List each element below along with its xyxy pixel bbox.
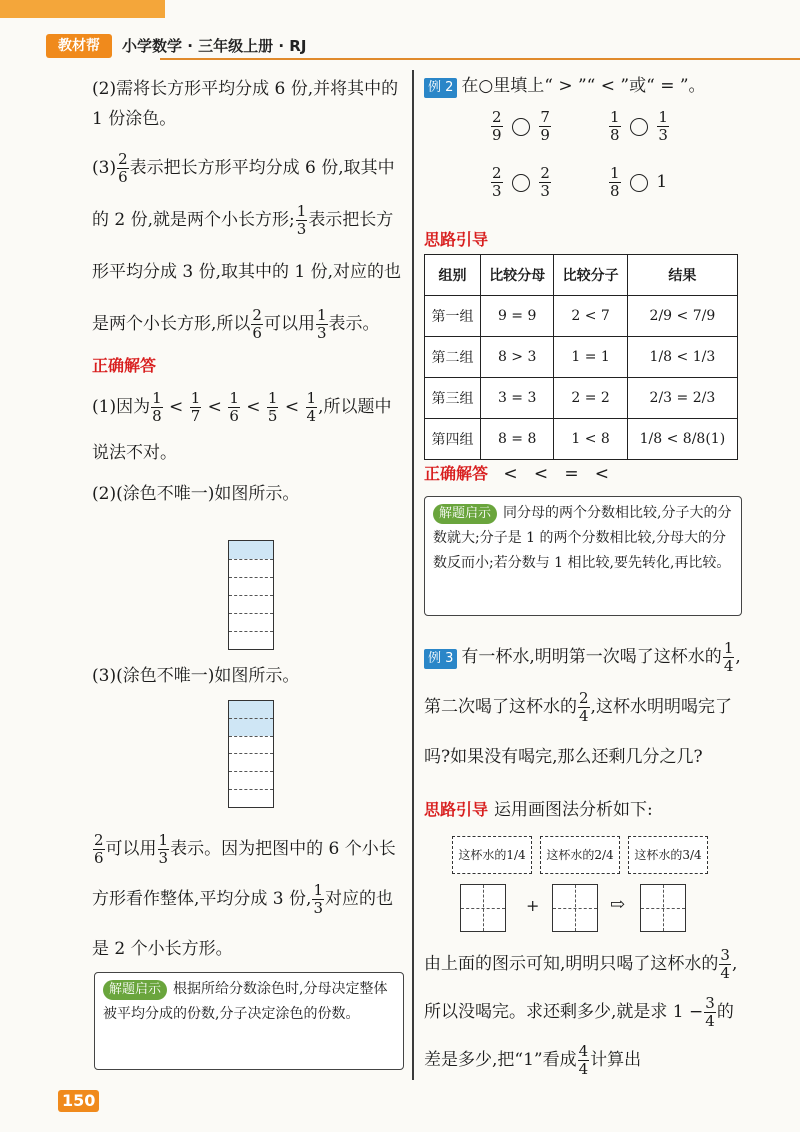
answer-1: (1)因为 $\frac{1}{8}$ < $\frac{1}{7}$ < $\frac{1}{6}$ < $\frac{1}{5}$ < $\frac{1}{4}$ ,所以题中说法不对。 bbox=[92, 389, 392, 463]
cup-square-1 bbox=[460, 884, 506, 932]
comparison-item: $\frac{1}{8}$ 1 bbox=[610, 164, 668, 200]
cup-square-2 bbox=[552, 884, 598, 932]
column-divider bbox=[412, 70, 414, 1080]
right-correct-answer: 正确解答 < < = < bbox=[424, 464, 610, 484]
comparison-item: $\frac{1}{8}$ $\frac{1}{3}$ bbox=[610, 108, 668, 144]
brand-badge: 教材帮 bbox=[46, 34, 112, 58]
table-row bbox=[425, 296, 738, 337]
table-cell: 1 = 1 bbox=[554, 337, 627, 378]
table-body bbox=[425, 296, 738, 460]
blank-circle[interactable] bbox=[512, 118, 530, 136]
table-cell: 第三组 bbox=[425, 378, 481, 419]
table-cell: 8 = 8 bbox=[480, 419, 553, 460]
tip-label: 解题启示 bbox=[103, 980, 167, 1000]
page-footer bbox=[58, 1090, 99, 1112]
arrow-icon: ⇨ bbox=[610, 894, 626, 915]
example-3-tag: 例 3 bbox=[424, 649, 457, 669]
table-row bbox=[425, 337, 738, 378]
blank-circle[interactable] bbox=[630, 174, 648, 192]
table-cell: 2/3 = 2/3 bbox=[627, 378, 737, 419]
table-cell: 2 = 2 bbox=[554, 378, 627, 419]
table-header bbox=[425, 255, 738, 296]
label-box-2-4: 这杯水的2/4 bbox=[540, 836, 620, 874]
header-rule bbox=[160, 58, 800, 60]
hint-heading: 思路引导 bbox=[424, 230, 489, 249]
example-2-prompt: 例 2 在○里填上“ > ”“ < ”或“ = ”。 bbox=[424, 72, 750, 100]
fraction-2-6: $\frac{2}{6}$ bbox=[252, 306, 262, 342]
fraction-1-3: $\frac{1}{3}$ bbox=[316, 306, 327, 342]
comparison-item: $\frac{2}{3}$ $\frac{2}{3}$ bbox=[492, 164, 550, 200]
blank-circle[interactable] bbox=[512, 174, 530, 192]
tip-label: 解题启示 bbox=[433, 504, 497, 524]
label-box-3-4: 这杯水的3/4 bbox=[628, 836, 708, 874]
comparison-table bbox=[424, 254, 738, 460]
table-cell: 1 < 8 bbox=[554, 419, 627, 460]
tip-box-left: 解题启示 根据所给分数涂色时,分母决定整体被平均分成的份数,分子决定涂色的份数。 bbox=[94, 972, 404, 1070]
fraction-2-6: $\frac{2}{6}$ bbox=[118, 150, 128, 186]
comparison-item: $\frac{2}{9}$ $\frac{7}{9}$ bbox=[492, 108, 550, 144]
table-cell: 9 = 9 bbox=[480, 296, 553, 337]
table-cell: 3 = 3 bbox=[480, 378, 553, 419]
shaded-part bbox=[229, 541, 273, 559]
table-cell: 第二组 bbox=[425, 337, 481, 378]
page-number: 150 bbox=[58, 1090, 99, 1112]
table-row bbox=[425, 419, 738, 460]
table-cell: 2/9 < 7/9 bbox=[627, 296, 737, 337]
table-header-cell: 比较分母 bbox=[480, 255, 553, 296]
answer-3: (3)(涂色不唯一)如图所示。 bbox=[92, 666, 300, 686]
correct-answer-heading: 正确解答 bbox=[92, 356, 157, 375]
header-accent-bar bbox=[0, 0, 165, 18]
fraction-1-3: $\frac{1}{3}$ bbox=[296, 202, 307, 238]
table-cell: 第一组 bbox=[425, 296, 481, 337]
table-cell: 8 > 3 bbox=[480, 337, 553, 378]
example-3-prompt: 例 3 有一杯水,明明第一次喝了这杯水的 $\frac{1}{4}$ ,第二次喝了这杯水的 $\frac{2}{4}$ ,这杯水明明喝完了吗?如果没有喝完,那么还剩几分之几? bbox=[424, 639, 741, 767]
plus-sign: + bbox=[526, 896, 540, 915]
table-cell: 第四组 bbox=[425, 419, 481, 460]
table-header-cell: 组别 bbox=[425, 255, 481, 296]
table-cell: 2 < 7 bbox=[554, 296, 627, 337]
answer-2: (2)(涂色不唯一)如图所示。 bbox=[92, 484, 300, 504]
table-cell: 1/8 < 1/3 bbox=[627, 337, 737, 378]
tip-box-right: 解题启示 同分母的两个分数相比较,分子大的分数就大;分子是 1 的两个分数相比较,分母大的分数反而小;若分数与 1 相比较,要先转化,再比较。 bbox=[424, 496, 742, 616]
hint-2: 思路引导 运用画图法分析如下: bbox=[424, 800, 653, 820]
example-2-tag: 例 2 bbox=[424, 78, 457, 98]
label-box-1-4: 这杯水的1/4 bbox=[452, 836, 532, 874]
left-column bbox=[92, 74, 404, 508]
book-title: 小学数学 · 三年级上册 · RJ bbox=[122, 37, 307, 55]
figure-rect-2 bbox=[228, 700, 274, 808]
para-3: (3) $\frac{2}{6}$ 表示把长方形平均分成 6 份,取其中的 2 份,就是两个小长方形; $\frac{1}{3}$ 表示把长方形平均分成 3 份,取其中的 1 份,对应的也是两个小长方形,所以 $\frac{2}{6}$ 可以用 $\frac{1}{3}$ 表示。 bbox=[92, 150, 402, 342]
figure-rect-1 bbox=[228, 540, 274, 650]
cup-square-3 bbox=[640, 884, 686, 932]
table-row bbox=[425, 378, 738, 419]
analysis-paragraph: 由上面的图示可知,明明只喝了这杯水的 $\frac{3}{4}$ ,所以没喝完。求还剩多少,就是求 1 − $\frac{3}{4}$ 的差是多少,把“1”看成 $\frac{4}{4}$ 计算出 bbox=[424, 946, 738, 1078]
table-header-cell: 结果 bbox=[627, 255, 737, 296]
blank-circle[interactable] bbox=[630, 118, 648, 136]
para-2: (2)需将长方形平均分成 6 份,并将其中的 1 份涂色。 bbox=[92, 79, 399, 129]
table-header-cell: 比较分子 bbox=[554, 255, 627, 296]
conclusion: $\frac{2}{6}$ 可以用 $\frac{1}{3}$ 表示。因为把图中的 6 个小长方形看作整体,平均分成 3 份, $\frac{1}{3}$ 对应的也是 2 个小长方形。 bbox=[92, 831, 396, 959]
page-header bbox=[0, 0, 800, 62]
table-cell: 1/8 < 8/8(1) bbox=[627, 419, 737, 460]
